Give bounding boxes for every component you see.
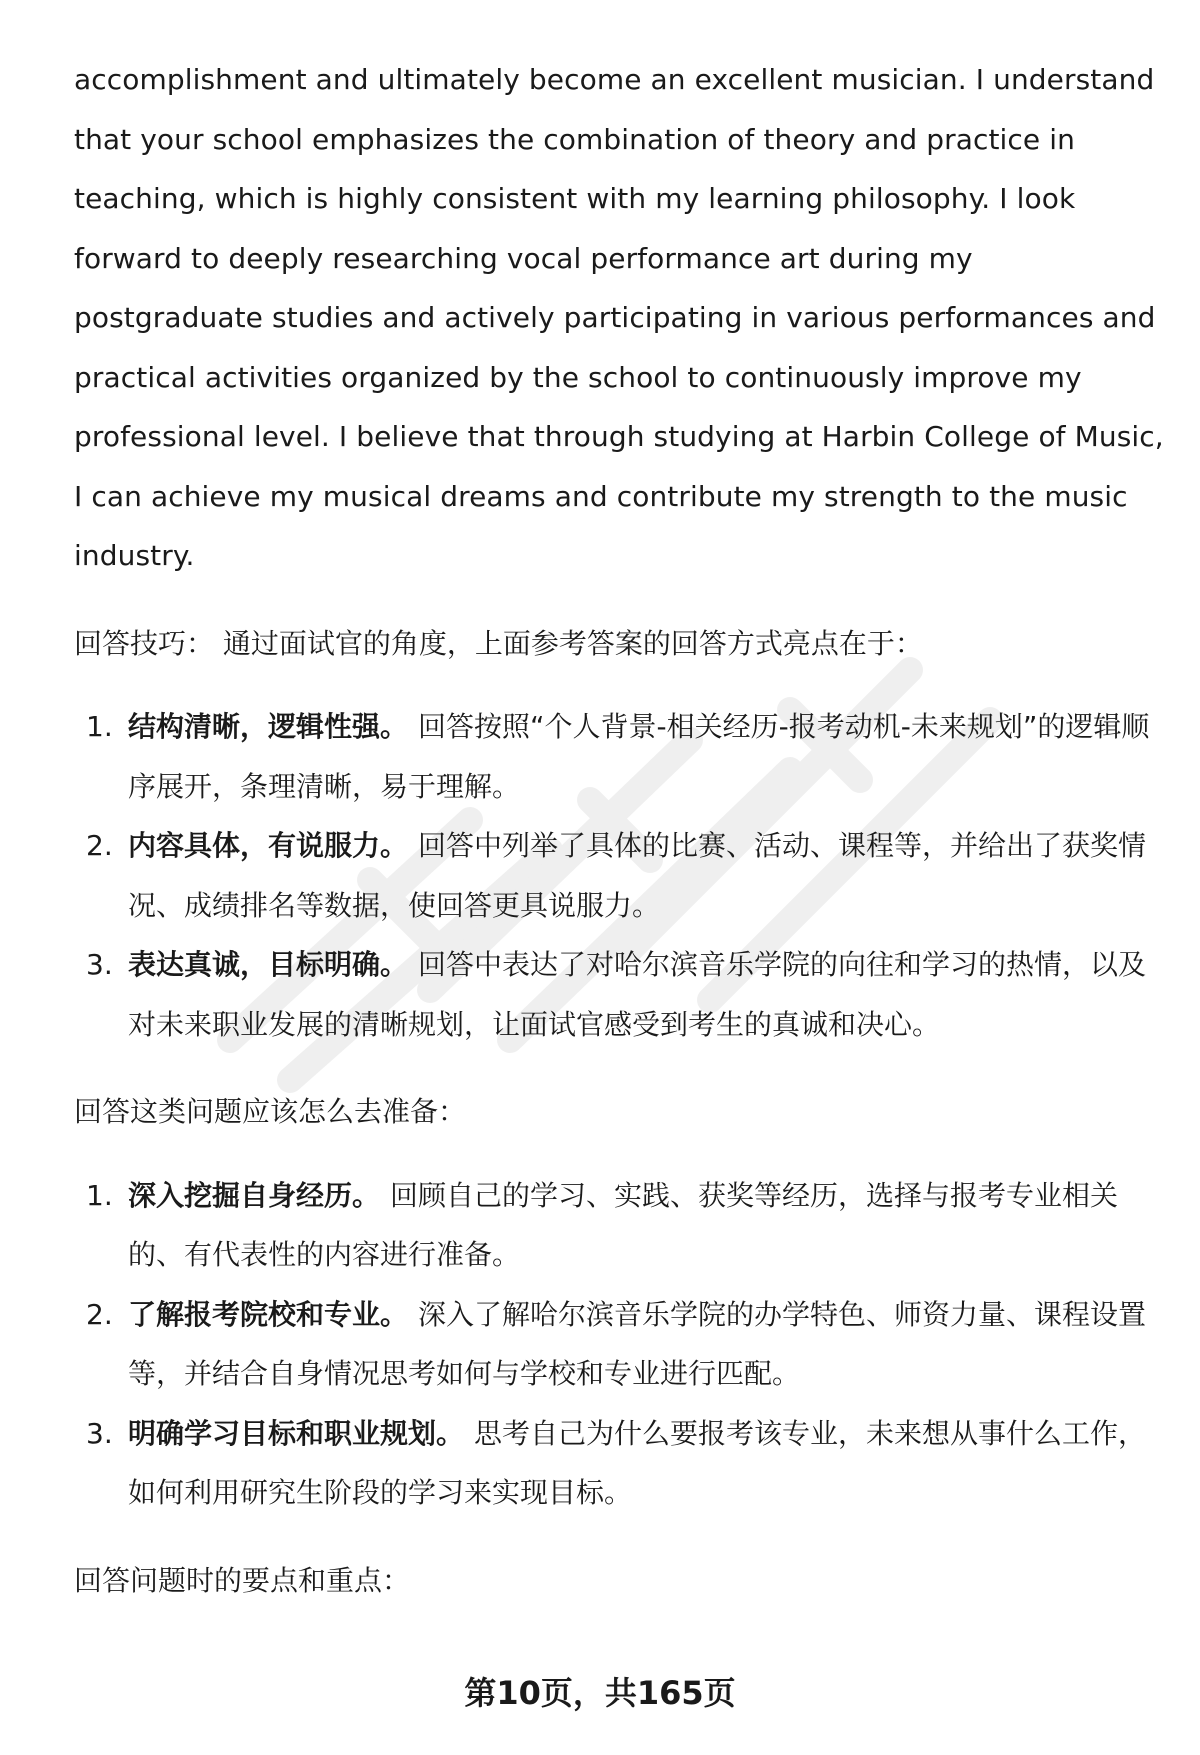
intro-paragraph: accomplishment and ultimately become an excellent musician. I understand that your school emphasizes the combination of theory and practice in teaching, which is highly consistent with my learning philosophy. I look forward to deeply researching vocal performance art during my postgraduate studies and actively participating in various performances and practical activities organized by the school to continuously improve my professional level. I believe that through studying at Harbin College of Music, I can achieve my musical dreams and contribute my strength to the music industry. [74, 63, 1164, 572]
list-item [74, 697, 1164, 816]
list-item-lead: 了解报考院校和专业。 [128, 1297, 409, 1331]
list-item-number: 3. [86, 948, 113, 981]
list-item-text: 回答中列举了具体的比赛、活动、课程等，并给出了获奖情况、成绩排名等数据，使回答更具说服力。 [128, 829, 1147, 922]
list-item-number: 2. [86, 1297, 113, 1331]
list-item-text: 回答按照“个人背景-相关经历-报考动机-未来规划”的逻辑顺序展开，条理清晰，易于理解。 [128, 710, 1150, 803]
section-heading-tips: 回答技巧： 通过面试官的角度，上面参考答案的回答方式亮点在于： [74, 626, 923, 660]
section-heading-key-points: 回答问题时的要点和重点： [74, 1563, 411, 1597]
list-item [74, 1404, 1164, 1523]
list-item-lead: 内容具体，有说服力。 [128, 829, 409, 862]
list-item [74, 816, 1164, 935]
list-item [74, 1285, 1164, 1404]
list-item-text: 思考自己为什么要报考该专业，未来想从事什么工作，如何利用研究生阶段的学习来实现目标。 [128, 1416, 1147, 1509]
list-item-lead: 深入挖掘自身经历。 [128, 1178, 381, 1212]
list-item-text: 回答中表达了对哈尔滨音乐学院的向往和学习的热情，以及对未来职业发展的清晰规划，让面试官感受到考生的真诚和决心。 [128, 948, 1147, 1041]
list-item-lead: 结构清晰，逻辑性强。 [128, 710, 409, 743]
preparation-list [74, 1166, 1164, 1523]
list-item-number: 2. [86, 829, 113, 862]
list-item-lead: 明确学习目标和职业规划。 [128, 1416, 465, 1450]
list-item-number: 1. [86, 710, 113, 743]
tips-list [74, 697, 1164, 1054]
page-number: 第10页，共165页 [464, 1674, 736, 1712]
list-item [74, 935, 1164, 1054]
document-page [74, 50, 1164, 1610]
list-item-text: 深入了解哈尔滨音乐学院的办学特色、师资力量、课程设置等，并结合自身情况思考如何与学校和专业进行匹配。 [128, 1297, 1147, 1390]
list-item-number: 1. [86, 1178, 113, 1212]
section-heading-preparation: 回答这类问题应该怎么去准备： [74, 1095, 467, 1128]
list-item-text: 回顾自己的学习、实践、获奖等经历，选择与报考专业相关的、有代表性的内容进行准备。 [128, 1178, 1119, 1271]
list-item-number: 3. [86, 1416, 113, 1450]
list-item-lead: 表达真诚，目标明确。 [128, 948, 409, 981]
list-item [74, 1166, 1164, 1285]
